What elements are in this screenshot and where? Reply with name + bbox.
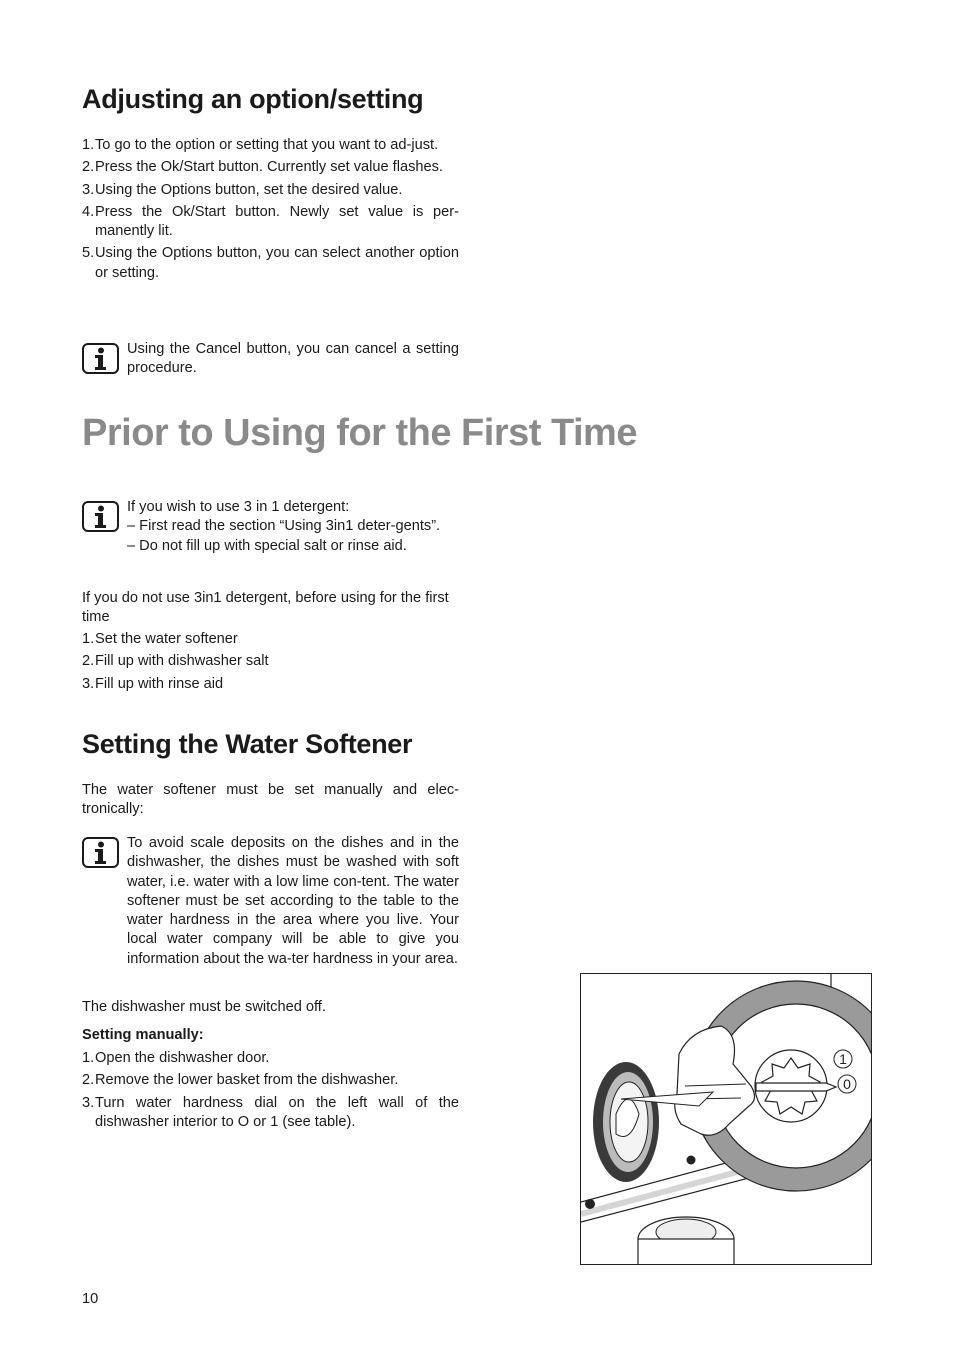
note-line: If you wish to use 3 in 1 detergent:: [127, 499, 350, 515]
step-text: Remove the lower basket from the dishwasher.: [95, 1072, 399, 1089]
list-item: [82, 652, 459, 671]
section-heading-adjusting: Adjusting an option/setting: [82, 84, 424, 114]
list-item: [82, 1071, 459, 1090]
list-item: [82, 244, 459, 283]
info-note-cancel: [82, 340, 459, 379]
list-item: [82, 136, 459, 155]
step-text: Fill up with rinse aid: [95, 675, 224, 692]
step-text: Using the Options button, set the desired value.: [95, 181, 403, 198]
section-heading-prior-first-time: Prior to Using for the First Time: [82, 412, 637, 454]
info-icon: [82, 837, 119, 868]
step-text: Set the water softener: [95, 631, 238, 647]
step-number: 1.: [82, 1050, 95, 1066]
step-number: 3.: [82, 1094, 95, 1111]
info-note-3in1: [82, 498, 459, 556]
list-item: [82, 1094, 459, 1133]
info-icon: [82, 343, 119, 374]
manual-steps-list: [82, 1049, 459, 1135]
step-text: Fill up with dishwasher salt: [95, 653, 269, 670]
first-time-steps-list: [82, 630, 459, 697]
list-item: [82, 1049, 459, 1068]
step-number: 2.: [82, 1072, 95, 1089]
setting-manually-heading: Setting manually:: [82, 1027, 204, 1043]
list-item: [82, 203, 459, 242]
step-text: Open the dishwasher door.: [95, 1050, 270, 1066]
step-number: 3.: [82, 181, 95, 198]
note-text: To avoid scale deposits on the dishes and in the dishwasher, the dishes must be washed with soft water, i.e. water with a low lime con-tent. The water softener must be set according to the table to the water hardness in the area where you live. Your local water company will be able to give you information about the wa-ter hardness in your area.: [127, 835, 459, 967]
list-item: [82, 181, 459, 200]
step-text: Turn water hardness dial on the left wall of the dishwasher interior to O or 1 (see table).: [95, 1094, 459, 1130]
note-line: – Do not fill up with special salt or rinse aid.: [127, 537, 407, 554]
water-hardness-dial-illustration: [580, 973, 872, 1265]
step-text: To go to the option or setting that you want to ad-just.: [95, 137, 439, 153]
note-text: Using the Cancel button, you can cancel a setting procedure.: [127, 341, 459, 377]
step-number: 1.: [82, 137, 95, 153]
step-number: 2.: [82, 159, 95, 176]
step-text: Press the Ok/Start button. Currently set value flashes.: [95, 159, 443, 176]
dial-label-0: 0: [843, 1076, 851, 1092]
info-icon: [82, 501, 119, 532]
adjusting-steps-list: [82, 136, 459, 286]
step-number: 2.: [82, 653, 95, 670]
list-item: [82, 158, 459, 177]
info-note-scale: [82, 834, 459, 969]
step-number: 3.: [82, 675, 95, 692]
water-softener-intro: The water softener must be set manually and elec-tronically:: [82, 782, 459, 818]
step-text: Using the Options button, you can select another option or setting.: [95, 245, 459, 281]
step-text: Press the Ok/Start button. Newly set value is per-manently lit.: [95, 203, 459, 240]
step-number: 1.: [82, 631, 95, 647]
switched-off-text: The dishwasher must be switched off.: [82, 999, 326, 1015]
section-heading-water-softener: Setting the Water Softener: [82, 729, 413, 759]
page-number: 10: [82, 1291, 99, 1307]
list-item: [82, 675, 459, 694]
dial-illustration-svg: [581, 974, 871, 1264]
list-item: [82, 630, 459, 649]
note-line: – First read the section “Using 3in1 deter-gents”.: [127, 518, 441, 535]
first-time-intro: If you do not use 3in1 detergent, before using for the first time: [82, 590, 449, 626]
step-number: 4.: [82, 203, 95, 220]
step-number: 5.: [82, 245, 95, 262]
dial-label-1: 1: [839, 1051, 847, 1067]
